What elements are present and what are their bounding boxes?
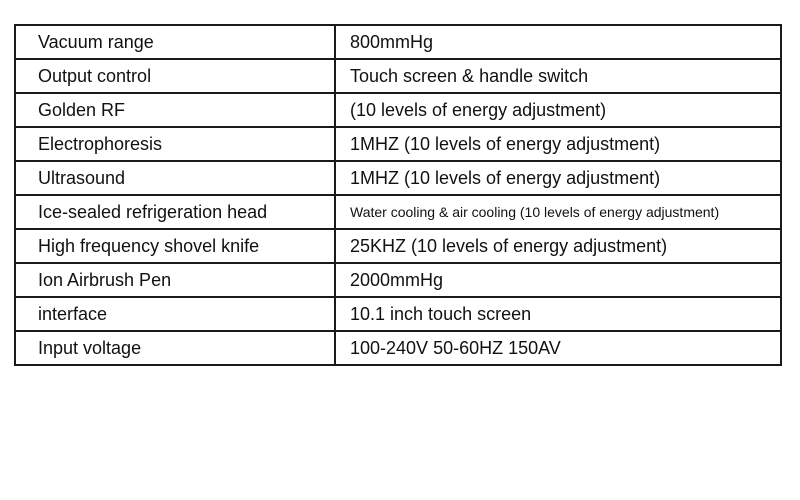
- table-row: [15, 59, 781, 93]
- spec-value: 1MHZ (10 levels of energy adjustment): [335, 161, 781, 195]
- table-row: [15, 93, 781, 127]
- spec-name: Electrophoresis: [15, 127, 335, 161]
- spec-name: Vacuum range: [15, 25, 335, 59]
- table-row: [15, 229, 781, 263]
- spec-name: Output control: [15, 59, 335, 93]
- spec-value: Touch screen & handle switch: [335, 59, 781, 93]
- spec-value: Water cooling & air cooling (10 levels of energy adjustment): [335, 195, 781, 229]
- spec-name: Ultrasound: [15, 161, 335, 195]
- table-row: [15, 25, 781, 59]
- table-row: [15, 195, 781, 229]
- table-row: [15, 331, 781, 365]
- spec-value: 800mmHg: [335, 25, 781, 59]
- table-row: [15, 161, 781, 195]
- table-row: [15, 263, 781, 297]
- spec-value: 2000mmHg: [335, 263, 781, 297]
- table-row: [15, 127, 781, 161]
- spec-name: Ice-sealed refrigeration head: [15, 195, 335, 229]
- spec-name: Ion Airbrush Pen: [15, 263, 335, 297]
- spec-value: 100-240V 50-60HZ 150AV: [335, 331, 781, 365]
- spec-value: 25KHZ (10 levels of energy adjustment): [335, 229, 781, 263]
- specification-table: [14, 24, 782, 366]
- cropped-heading-fragment: [80, 0, 240, 4]
- spec-value: 10.1 inch touch screen: [335, 297, 781, 331]
- spec-name: interface: [15, 297, 335, 331]
- spec-name: High frequency shovel knife: [15, 229, 335, 263]
- spec-name: Golden RF: [15, 93, 335, 127]
- spec-value: 1MHZ (10 levels of energy adjustment): [335, 127, 781, 161]
- spec-name: Input voltage: [15, 331, 335, 365]
- spec-value: (10 levels of energy adjustment): [335, 93, 781, 127]
- table-row: [15, 297, 781, 331]
